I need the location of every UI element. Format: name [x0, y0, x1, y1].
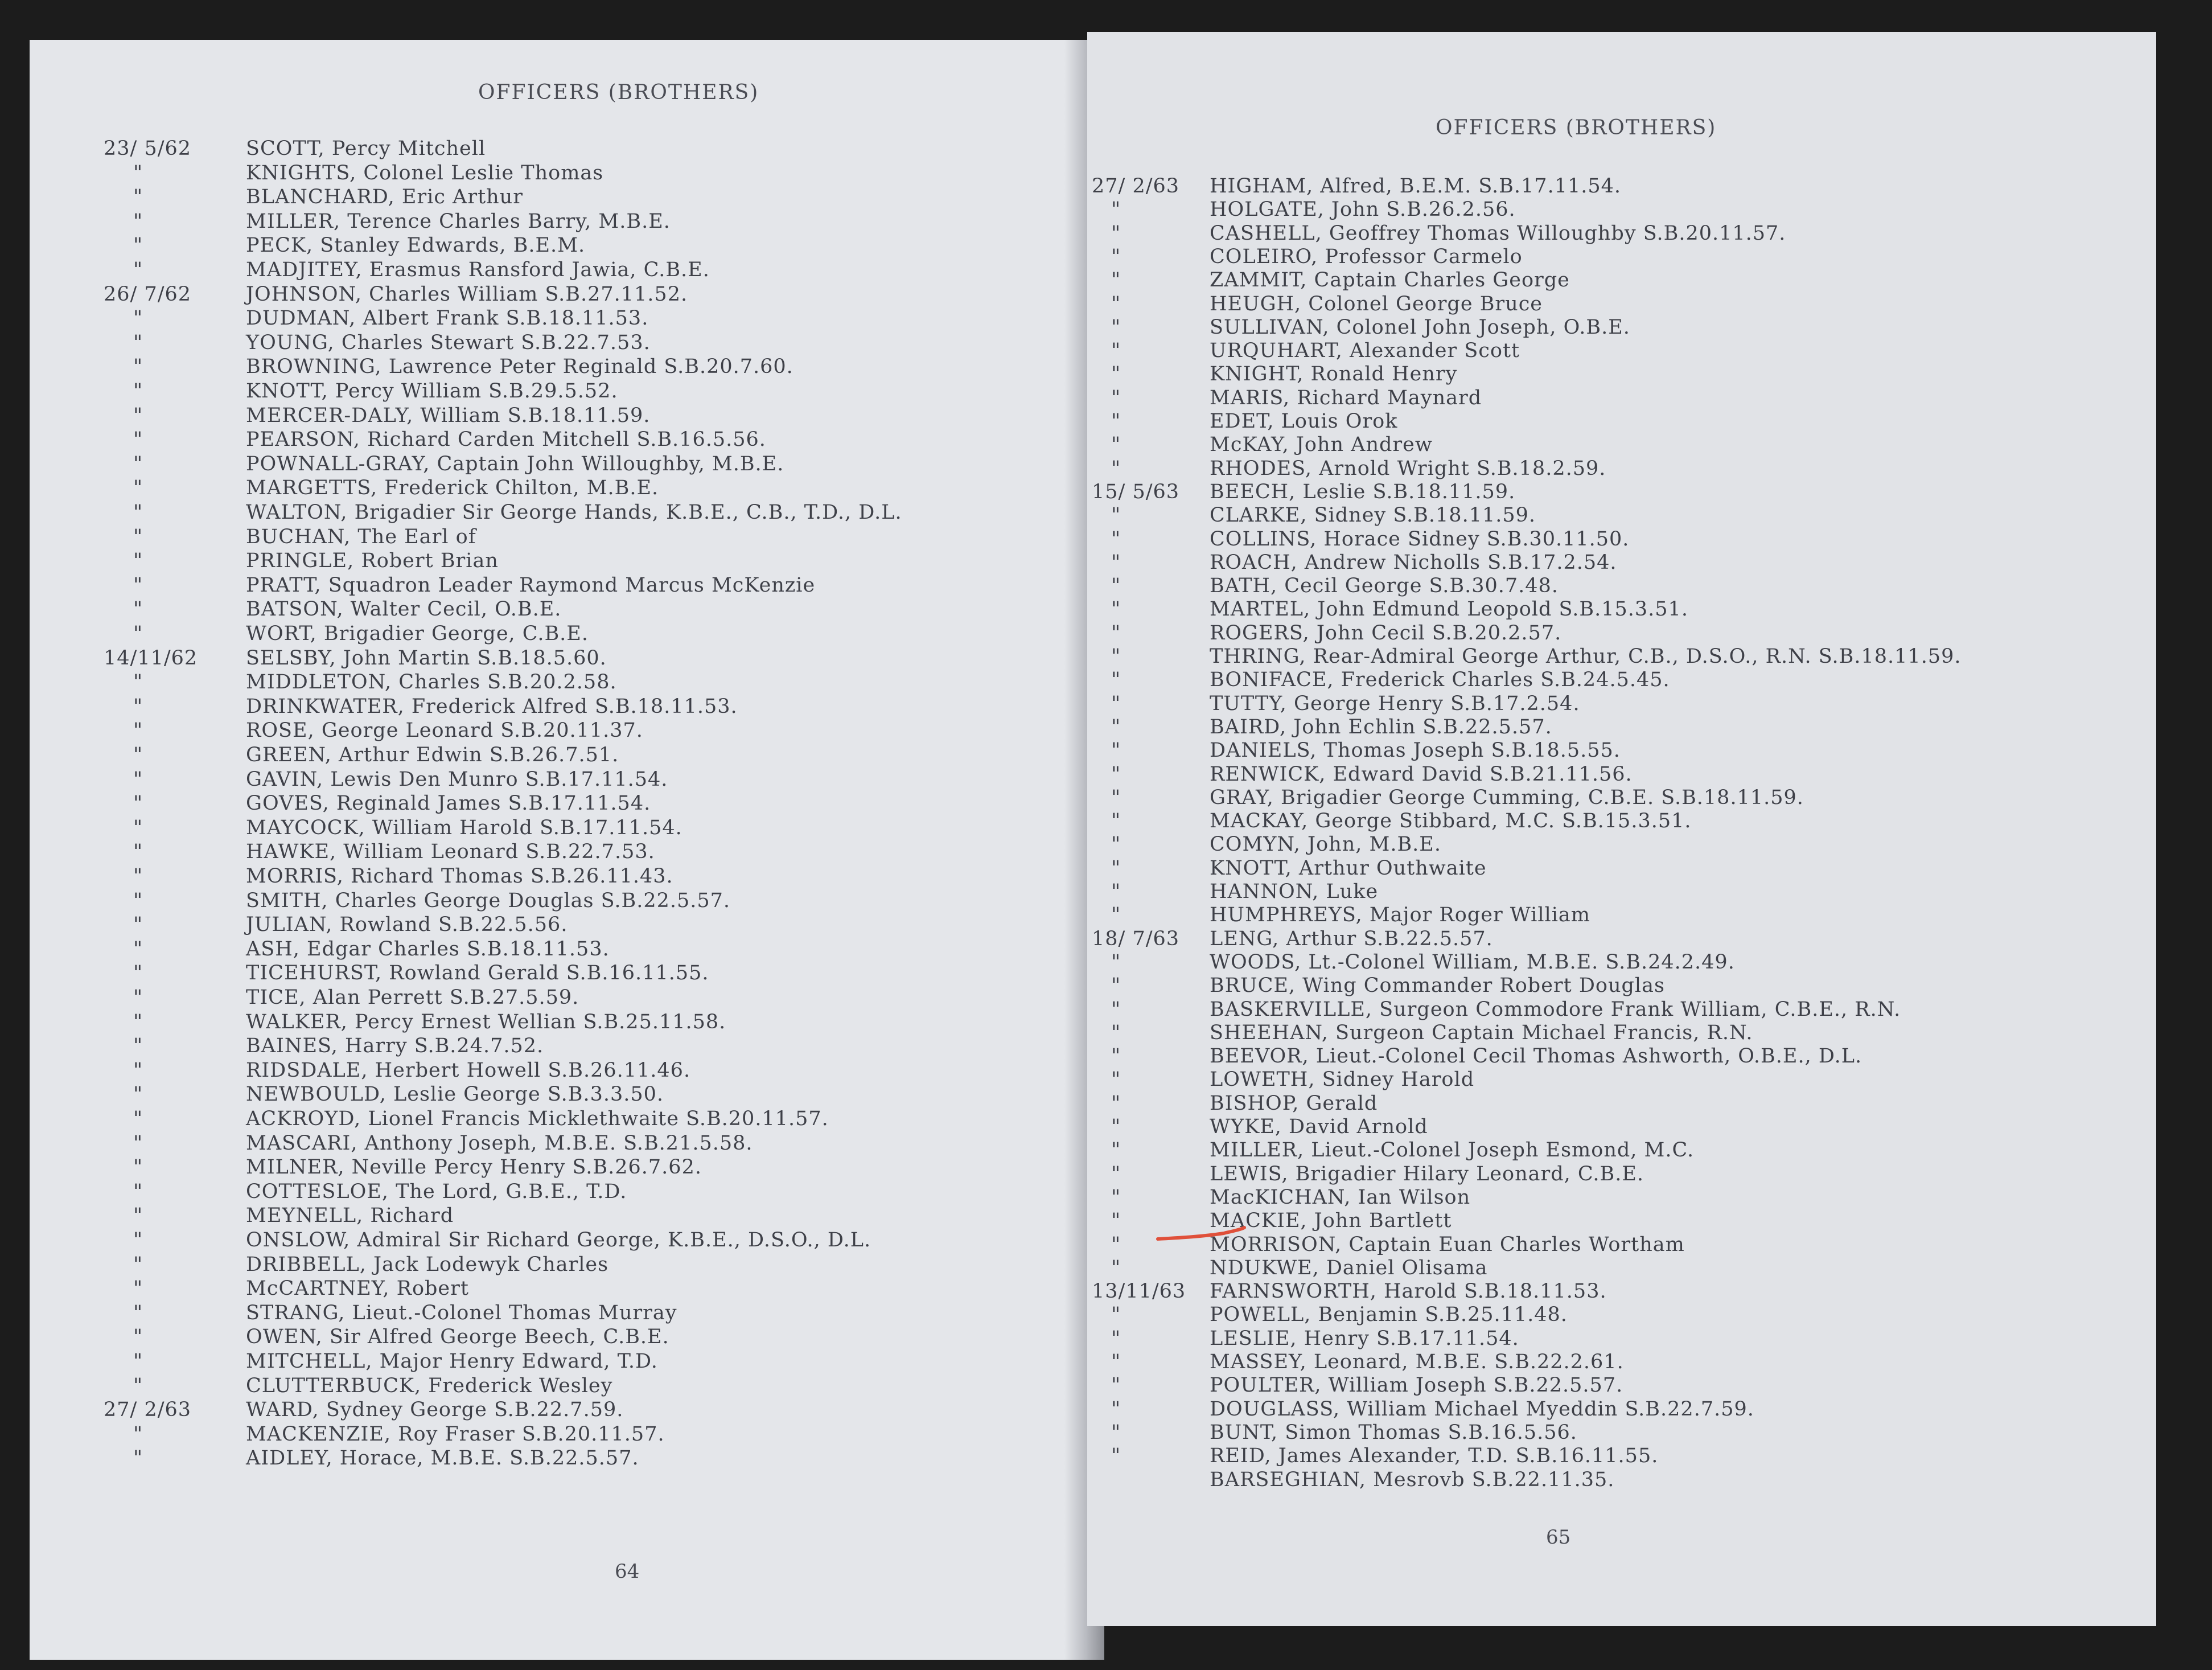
entry-date: "	[1111, 1209, 1121, 1233]
entry-name: SULLIVAN, Colonel John Joseph, O.B.E.	[1210, 315, 1630, 339]
entry-name: BAINES, Harry S.B.24.7.52.	[246, 1035, 544, 1058]
entry-name: STRANG, Lieut.-Colonel Thomas Murray	[246, 1301, 677, 1324]
entry-name: POWNALL-GRAY, Captain John Willoughby, M.B.E.	[246, 452, 784, 475]
entry-name: PEARSON, Richard Carden Mitchell S.B.16.5.56.	[246, 428, 766, 452]
entry-name: BASKERVILLE, Surgeon Commodore Frank William, C.B.E., R.N.	[1210, 998, 1901, 1021]
entry-name: PRATT, Squadron Leader Raymond Marcus McKenzie	[246, 573, 816, 597]
right-page	[1087, 32, 2156, 1626]
entry-date: 23/ 5/62	[104, 137, 192, 160]
entry-name: MORRISON, Captain Euan Charles Wortham	[1210, 1233, 1685, 1256]
entry-date: "	[133, 865, 143, 888]
entry-date: "	[133, 671, 143, 694]
entry-name: GRAY, Brigadier George Cumming, C.B.E. S.B.18.11.59.	[1210, 786, 1804, 809]
entry-date: 26/ 7/62	[104, 282, 192, 306]
entry-date: "	[133, 744, 143, 766]
entry-date: "	[1111, 1162, 1121, 1185]
entry-name: MIDDLETON, Charles S.B.20.2.58.	[246, 671, 617, 694]
entry-name: RIDSDALE, Herbert Howell S.B.26.11.46.	[246, 1058, 691, 1082]
entry-date: "	[1111, 269, 1121, 292]
entry-name: COMYN, John, M.B.E.	[1210, 833, 1441, 856]
entry-name: RENWICK, Edward David S.B.21.11.56.	[1210, 762, 1633, 786]
entry-date: "	[133, 1083, 143, 1106]
entry-date: "	[133, 1301, 143, 1324]
entry-date: 27/ 2/63	[1092, 175, 1180, 198]
entry-date: "	[133, 1010, 143, 1033]
entry-name: PRINGLE, Robert Brian	[246, 549, 499, 573]
entry-date: "	[1111, 668, 1121, 692]
entry-date: "	[1111, 457, 1121, 480]
entry-date: "	[1111, 950, 1121, 974]
entry-date: "	[1111, 645, 1121, 668]
entry-name: EDET, Louis Orok	[1210, 410, 1398, 433]
entry-name: MORRIS, Richard Thomas S.B.26.11.43.	[246, 865, 673, 888]
entry-name: ROACH, Andrew Nicholls S.B.17.2.54.	[1210, 551, 1617, 574]
entry-name: BROWNING, Lawrence Peter Reginald S.B.20.7.60.	[246, 355, 793, 379]
entry-name: CLARKE, Sidney S.B.18.11.59.	[1210, 504, 1536, 527]
entry-date: "	[133, 307, 143, 330]
entry-date: "	[133, 598, 143, 621]
entry-date: "	[133, 428, 143, 452]
entry-name: CLUTTERBUCK, Frederick Wesley	[246, 1374, 613, 1397]
entry-date: "	[1111, 1068, 1121, 1092]
entry-date: "	[133, 1035, 143, 1058]
entry-date: "	[133, 525, 143, 548]
page-heading: OFFICERS (BROTHERS)	[478, 81, 759, 104]
entry-date: "	[1111, 598, 1121, 621]
page-number: 64	[615, 1560, 640, 1583]
entry-date: "	[133, 1253, 143, 1276]
entry-date: "	[1111, 1327, 1121, 1350]
entry-name: DUDMAN, Albert Frank S.B.18.11.53.	[246, 307, 649, 330]
entry-date: "	[133, 889, 143, 912]
entry-name: MEYNELL, Richard	[246, 1204, 454, 1228]
entry-date: "	[133, 186, 143, 209]
entry-date: "	[1111, 198, 1121, 221]
entry-name: FARNSWORTH, Harold S.B.18.11.53.	[1210, 1280, 1607, 1303]
entry-date: "	[1111, 1233, 1121, 1256]
entry-name: KNIGHTS, Colonel Leslie Thomas	[246, 161, 604, 184]
entry-date: "	[1111, 363, 1121, 386]
entry-name: DOUGLASS, William Michael Myeddin S.B.22.7.59.	[1210, 1397, 1754, 1421]
entry-name: MARIS, Richard Maynard	[1210, 386, 1482, 409]
entry-date: "	[133, 792, 143, 815]
entry-name: ROSE, George Leonard S.B.20.11.37.	[246, 719, 643, 742]
entry-date: "	[133, 331, 143, 354]
entry-name: RHODES, Arnold Wright S.B.18.2.59.	[1210, 457, 1606, 480]
entry-name: KNOTT, Percy William S.B.29.5.52.	[246, 380, 618, 403]
entry-name: DRIBBELL, Jack Lodewyk Charles	[246, 1253, 609, 1276]
entry-name: HEUGH, Colonel George Bruce	[1210, 292, 1543, 315]
entry-name: BRUCE, Wing Commander Robert Douglas	[1210, 974, 1665, 998]
entry-name: BATH, Cecil George S.B.30.7.48.	[1210, 575, 1559, 598]
entry-date: "	[1111, 786, 1121, 809]
entry-date: "	[1111, 339, 1121, 363]
entry-name: COLLINS, Horace Sidney S.B.30.11.50.	[1210, 527, 1630, 551]
entry-date: "	[133, 573, 143, 597]
entry-date: "	[1111, 410, 1121, 433]
entry-name: MASCARI, Anthony Joseph, M.B.E. S.B.21.5.58.	[246, 1131, 753, 1155]
entry-date: "	[1111, 1021, 1121, 1044]
entry-name: ROGERS, John Cecil S.B.20.2.57.	[1210, 621, 1562, 645]
entry-date: "	[1111, 527, 1121, 551]
entry-date: "	[1111, 504, 1121, 527]
entry-date: 13/11/63	[1092, 1280, 1186, 1303]
entry-name: MACKENZIE, Roy Fraser S.B.20.11.57.	[246, 1422, 665, 1446]
entry-date: "	[133, 355, 143, 379]
entry-date: "	[1111, 386, 1121, 409]
page-number: 65	[1546, 1526, 1571, 1549]
entry-name: MILNER, Neville Percy Henry S.B.26.7.62.	[246, 1156, 702, 1179]
entry-date: "	[133, 1058, 143, 1082]
entry-name: HIGHAM, Alfred, B.E.M. S.B.17.11.54.	[1210, 175, 1622, 198]
entry-date: "	[133, 477, 143, 500]
entry-date: "	[1111, 833, 1121, 856]
entry-date: "	[133, 1204, 143, 1228]
entry-date: "	[1111, 810, 1121, 833]
entry-name: AIDLEY, Horace, M.B.E. S.B.22.5.57.	[246, 1447, 639, 1470]
entry-date: "	[133, 1374, 143, 1397]
entry-date: "	[1111, 1139, 1121, 1162]
entry-date: "	[1111, 245, 1121, 268]
entry-date: "	[133, 768, 143, 791]
entry-name: ZAMMIT, Captain Charles George	[1210, 269, 1570, 292]
entry-name: MERCER-DALY, William S.B.18.11.59.	[246, 404, 651, 427]
entry-name: DANIELS, Thomas Joseph S.B.18.5.55.	[1210, 739, 1621, 762]
entry-date: "	[1111, 856, 1121, 880]
entry-name: ONSLOW, Admiral Sir Richard George, K.B.E., D.S.O., D.L.	[246, 1229, 871, 1252]
entry-name: COTTESLOE, The Lord, G.B.E., T.D.	[246, 1180, 627, 1203]
entry-name: MAYCOCK, William Harold S.B.17.11.54.	[246, 816, 682, 839]
entry-date: "	[1111, 1045, 1121, 1068]
entry-name: WARD, Sydney George S.B.22.7.59.	[246, 1398, 624, 1422]
entry-date: "	[133, 719, 143, 742]
entry-name: POWELL, Benjamin S.B.25.11.48.	[1210, 1303, 1568, 1327]
entry-date: "	[1111, 880, 1121, 903]
entry-date: 18/ 7/63	[1092, 927, 1180, 950]
entry-name: HUMPHREYS, Major Roger William	[1210, 904, 1590, 927]
entry-date: "	[133, 962, 143, 985]
entry-name: WOODS, Lt.-Colonel William, M.B.E. S.B.24.2.49.	[1210, 950, 1735, 974]
entry-date: "	[133, 986, 143, 1009]
entry-name: REID, James Alexander, T.D. S.B.16.11.55.	[1210, 1445, 1659, 1468]
entry-name: NDUKWE, Daniel Olisama	[1210, 1256, 1488, 1279]
entry-date: "	[1111, 221, 1121, 245]
entry-name: WALTON, Brigadier Sir George Hands, K.B.E., C.B., T.D., D.L.	[246, 501, 902, 524]
entry-date: "	[1111, 1421, 1121, 1444]
entry-name: LENG, Arthur S.B.22.5.57.	[1210, 927, 1493, 950]
entry-name: TICEHURST, Rowland Gerald S.B.16.11.55.	[246, 962, 709, 985]
entry-name: TICE, Alan Perrett S.B.27.5.59.	[246, 986, 579, 1009]
entry-name: MACKAY, George Stibbard, M.C. S.B.15.3.51.	[1210, 810, 1692, 833]
entry-date: "	[1111, 715, 1121, 738]
entry-name: SMITH, Charles George Douglas S.B.22.5.57.	[246, 889, 731, 912]
entry-date: "	[133, 1350, 143, 1373]
entry-date: "	[1111, 762, 1121, 786]
entry-date: "	[133, 549, 143, 573]
entry-date: "	[1111, 1185, 1121, 1209]
entry-date: "	[133, 1277, 143, 1300]
entry-name: DRINKWATER, Frederick Alfred S.B.18.11.53.	[246, 695, 738, 718]
entry-name: POULTER, William Joseph S.B.22.5.57.	[1210, 1374, 1623, 1397]
entry-name: MacKICHAN, Ian Wilson	[1210, 1185, 1471, 1209]
entry-date: "	[133, 404, 143, 427]
entry-name: MACKIE, John Bartlett	[1210, 1209, 1452, 1233]
entry-name: MADJITEY, Erasmus Ransford Jawia, C.B.E.	[246, 258, 710, 281]
entry-name: BLANCHARD, Eric Arthur	[246, 186, 523, 209]
entry-date: "	[133, 1326, 143, 1349]
entry-name: BAIRD, John Echlin S.B.22.5.57.	[1210, 715, 1552, 738]
entry-date: "	[1111, 1115, 1121, 1138]
entry-name: MITCHELL, Major Henry Edward, T.D.	[246, 1350, 658, 1373]
entry-date: "	[133, 1131, 143, 1155]
entry-name: BUCHAN, The Earl of	[246, 525, 476, 548]
entry-date: "	[133, 234, 143, 257]
entry-name: HANNON, Luke	[1210, 880, 1379, 903]
entry-name: GAVIN, Lewis Den Munro S.B.17.11.54.	[246, 768, 668, 791]
entry-name: OWEN, Sir Alfred George Beech, C.B.E.	[246, 1326, 669, 1349]
entry-date: "	[133, 501, 143, 524]
entry-date: "	[1111, 433, 1121, 457]
entry-date: 15/ 5/63	[1092, 480, 1180, 503]
entry-name: McCARTNEY, Robert	[246, 1277, 469, 1300]
entry-name: COLEIRO, Professor Carmelo	[1210, 245, 1523, 268]
entry-date: "	[133, 622, 143, 645]
entry-name: SELSBY, John Martin S.B.18.5.60.	[246, 646, 607, 670]
page-heading: OFFICERS (BROTHERS)	[1436, 116, 1717, 139]
entry-name: JULIAN, Rowland S.B.22.5.56.	[246, 913, 568, 937]
entry-name: URQUHART, Alexander Scott	[1210, 339, 1520, 363]
entry-date: "	[133, 380, 143, 403]
entry-name: LESLIE, Henry S.B.17.11.54.	[1210, 1327, 1519, 1350]
entry-date: "	[133, 816, 143, 839]
entry-name: MARGETTS, Frederick Chilton, M.B.E.	[246, 477, 659, 500]
entry-name: McKAY, John Andrew	[1210, 433, 1433, 457]
entry-name: PECK, Stanley Edwards, B.E.M.	[246, 234, 586, 257]
entry-date: "	[133, 1447, 143, 1470]
entry-name: YOUNG, Charles Stewart S.B.22.7.53.	[246, 331, 651, 354]
entry-date: "	[1111, 904, 1121, 927]
entry-date: "	[133, 1156, 143, 1179]
entry-name: CASHELL, Geoffrey Thomas Willoughby S.B.20.11.57.	[1210, 221, 1786, 245]
left-page	[30, 40, 1094, 1660]
entry-name: BATSON, Walter Cecil, O.B.E.	[246, 598, 562, 621]
entry-date: "	[133, 452, 143, 475]
entry-date: 14/11/62	[104, 646, 198, 670]
entry-name: BEEVOR, Lieut.-Colonel Cecil Thomas Ashworth, O.B.E., D.L.	[1210, 1045, 1862, 1068]
entry-date: "	[1111, 1256, 1121, 1279]
entry-date: "	[133, 1180, 143, 1203]
entry-name: BISHOP, Gerald	[1210, 1092, 1378, 1115]
entry-date: "	[133, 1107, 143, 1130]
entry-name: LEWIS, Brigadier Hilary Leonard, C.B.E.	[1210, 1162, 1644, 1185]
entry-date: "	[1111, 1303, 1121, 1327]
entry-name: WORT, Brigadier George, C.B.E.	[246, 622, 589, 645]
entry-date: "	[133, 1229, 143, 1252]
entry-name: HOLGATE, John S.B.26.2.56.	[1210, 198, 1516, 221]
entry-name: WALKER, Percy Ernest Wellian S.B.25.11.58.	[246, 1010, 726, 1033]
entry-name: GOVES, Reginald James S.B.17.11.54.	[246, 792, 651, 815]
entry-name: LOWETH, Sidney Harold	[1210, 1068, 1475, 1092]
entry-date: "	[133, 210, 143, 233]
entry-date: "	[1111, 998, 1121, 1021]
entry-date: "	[1111, 621, 1121, 645]
entry-name: KNOTT, Arthur Outhwaite	[1210, 856, 1487, 880]
entry-name: THRING, Rear-Admiral George Arthur, C.B., D.S.O., R.N. S.B.18.11.59.	[1210, 645, 1962, 668]
entry-name: BUNT, Simon Thomas S.B.16.5.56.	[1210, 1421, 1577, 1444]
entry-name: MARTEL, John Edmund Leopold S.B.15.3.51.	[1210, 598, 1688, 621]
entry-name: WYKE, David Arnold	[1210, 1115, 1428, 1138]
entry-date: "	[1111, 315, 1121, 339]
entry-date: "	[1111, 1374, 1121, 1397]
entry-date: "	[1111, 1445, 1121, 1468]
entry-name: SHEEHAN, Surgeon Captain Michael Francis, R.N.	[1210, 1021, 1753, 1044]
entry-date: "	[1111, 1092, 1121, 1115]
entry-name: NEWBOULD, Leslie George S.B.3.3.50.	[246, 1083, 664, 1106]
entry-date: 27/ 2/63	[104, 1398, 192, 1422]
entry-name: BEECH, Leslie S.B.18.11.59.	[1210, 480, 1516, 503]
entry-date: "	[133, 937, 143, 961]
entry-name: TUTTY, George Henry S.B.17.2.54.	[1210, 692, 1580, 715]
entry-name: BONIFACE, Frederick Charles S.B.24.5.45.	[1210, 668, 1670, 692]
entry-name: MILLER, Terence Charles Barry, M.B.E.	[246, 210, 671, 233]
entry-date: "	[1111, 692, 1121, 715]
entry-name: KNIGHT, Ronald Henry	[1210, 363, 1458, 386]
entry-date: "	[1111, 1397, 1121, 1421]
entry-name: MILLER, Lieut.-Colonel Joseph Esmond, M.C.	[1210, 1139, 1695, 1162]
entry-name: GREEN, Arthur Edwin S.B.26.7.51.	[246, 744, 619, 766]
entry-date: "	[133, 161, 143, 184]
pen-mark	[1156, 1223, 1247, 1244]
entry-name: SCOTT, Percy Mitchell	[246, 137, 486, 160]
entry-date: "	[133, 695, 143, 718]
entry-name: ASH, Edgar Charles S.B.18.11.53.	[246, 937, 610, 961]
entry-date: "	[1111, 1351, 1121, 1373]
entry-date: "	[1111, 739, 1121, 762]
entry-name: ACKROYD, Lionel Francis Micklethwaite S.B.20.11.57.	[246, 1107, 829, 1130]
entry-date: "	[1111, 292, 1121, 315]
entry-date: "	[133, 840, 143, 864]
entry-date: "	[1111, 974, 1121, 998]
entry-date: "	[1111, 551, 1121, 574]
entry-date: "	[133, 913, 143, 937]
entry-date: "	[1111, 575, 1121, 598]
entry-name: JOHNSON, Charles William S.B.27.11.52.	[246, 282, 688, 306]
entry-name: HAWKE, William Leonard S.B.22.7.53.	[246, 840, 655, 864]
entry-name: MASSEY, Leonard, M.B.E. S.B.22.2.61.	[1210, 1351, 1624, 1373]
entry-date: "	[133, 1422, 143, 1446]
entry-name: BARSEGHIAN, Mesrovb S.B.22.11.35.	[1210, 1468, 1615, 1491]
entry-date: "	[133, 258, 143, 281]
